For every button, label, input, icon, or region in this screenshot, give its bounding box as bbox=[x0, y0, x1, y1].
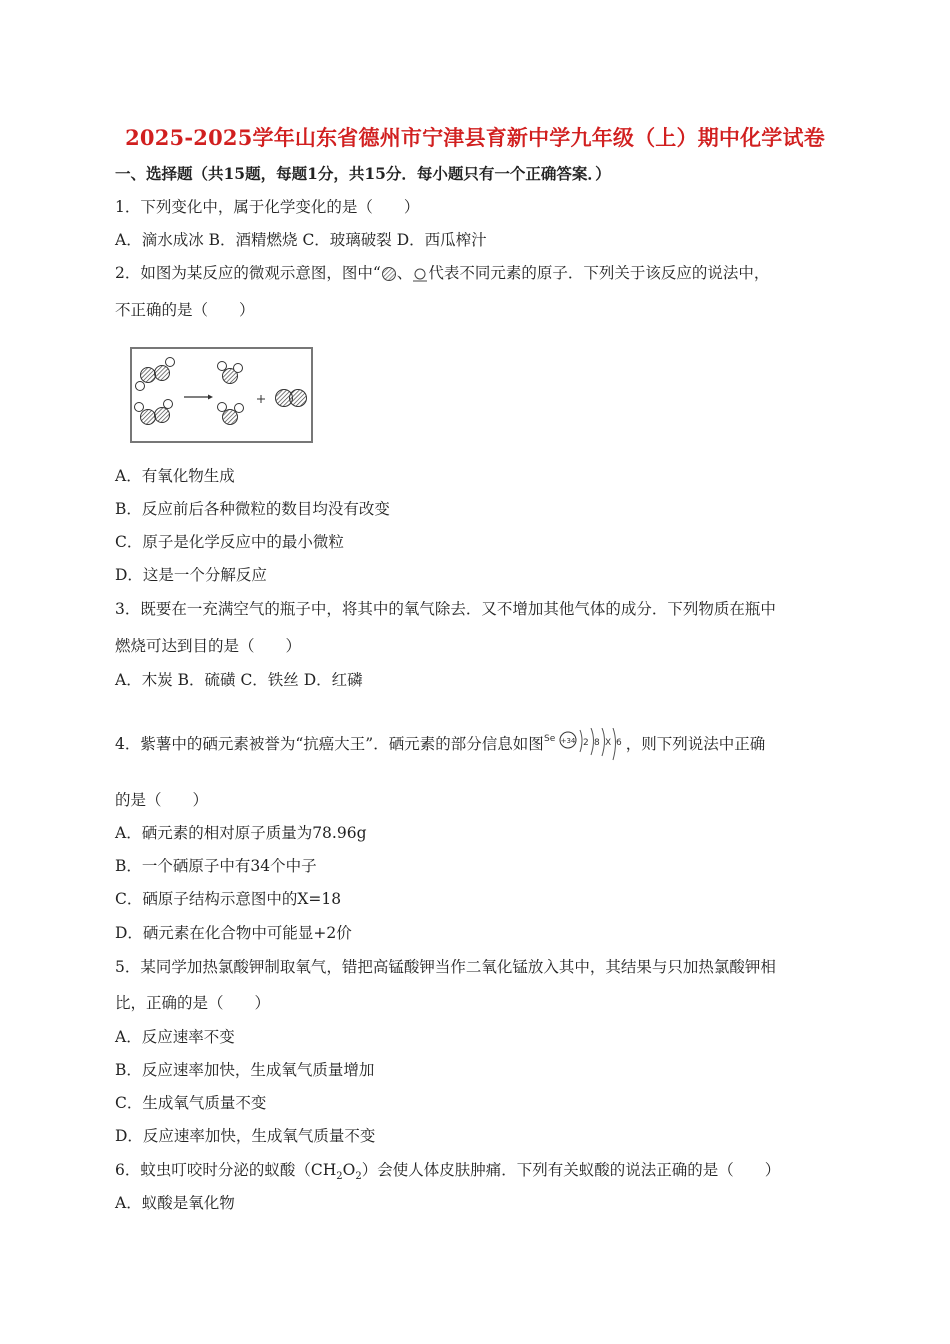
reactant-molecule-icon bbox=[135, 400, 173, 425]
se-shell-1: 2 bbox=[582, 738, 589, 748]
se-shell-4: 6 bbox=[615, 738, 622, 748]
question-4-option-c: C．硒原子结构示意图中的X=18 bbox=[115, 890, 342, 908]
reaction-diagram-svg bbox=[132, 349, 311, 441]
plus-icon bbox=[257, 395, 265, 403]
question-5-option-d: D．反应速率加快，生成氧气质量不变 bbox=[115, 1127, 376, 1145]
question-6-option-a: A．蚁酸是氧化物 bbox=[115, 1194, 235, 1212]
question-2-option-a: A．有氧化物生成 bbox=[115, 467, 235, 485]
formula-subscript: 2 bbox=[355, 1171, 362, 1183]
section-heading: 一、选择题（共15题，每题1分，共15分．每小题只有一个正确答案．） bbox=[115, 164, 611, 183]
reaction-arrow-icon bbox=[184, 395, 213, 400]
se-symbol: Se bbox=[543, 734, 555, 744]
question-4-stem-a: 4．紫薯中的硒元素被誉为“抗癌大王”．硒元素的部分信息如图 bbox=[115, 735, 544, 753]
shaded-atom-icon bbox=[381, 266, 397, 282]
question-6-stem-a: 6．蚊虫叮咬时分泌的蚁酸（CH bbox=[115, 1161, 337, 1179]
question-5-stem: 5．某同学加热氯酸钾制取氧气，错把高锰酸钾当作二氧化锰放入其中，其结果与只加热氯酸钾相 bbox=[115, 958, 776, 976]
question-4-option-d: D．硒元素在化合物中可能显+2价 bbox=[115, 924, 352, 942]
question-3-stem-cont: 燃烧可达到目的是（ ） bbox=[115, 637, 302, 655]
diatomic-molecule-icon bbox=[276, 390, 307, 407]
question-2-option-d: D．这是一个分解反应 bbox=[115, 566, 267, 584]
question-5-option-b: B．反应速率加快，生成氧气质量增加 bbox=[115, 1061, 375, 1079]
question-2-stem-b: 代表不同元素的原子．下列关于该反应的说法中， bbox=[428, 264, 770, 282]
question-4-stem-cont: 的是（ ） bbox=[115, 791, 209, 809]
question-6-stem-b: ）会使人体皮肤肿痛．下列有关蚁酸的说法正确的是（ ） bbox=[361, 1161, 781, 1179]
selenium-atom-structure-icon bbox=[544, 728, 626, 762]
question-4-option-a: A．硒元素的相对原子质量为78.96g bbox=[115, 824, 367, 842]
question-2-stem-cont: 不正确的是（ ） bbox=[115, 301, 255, 319]
formula-oxygen: O bbox=[342, 1161, 356, 1179]
formula-subscript: 2 bbox=[336, 1171, 343, 1183]
se-shell-2: 8 bbox=[593, 738, 600, 748]
product-molecule-icon bbox=[218, 362, 243, 384]
open-atom-icon bbox=[412, 266, 428, 282]
question-2-stem-a: 2．如图为某反应的微观示意图，图中“ bbox=[115, 264, 381, 282]
question-3-stem: 3．既要在一充满空气的瓶子中，将其中的氧气除去．又不增加其他气体的成分．下列物质在瓶中 bbox=[115, 600, 776, 618]
question-5-stem-cont: 比，正确的是（ ） bbox=[115, 994, 271, 1012]
question-4-stem-b: ，则下列说法中正确 bbox=[625, 735, 766, 753]
se-nucleus-charge: +34 bbox=[560, 737, 576, 745]
question-3-options: A．木炭 B．硫磺 C．铁丝 D．红磷 bbox=[115, 671, 363, 689]
question-6-stem bbox=[115, 1160, 780, 1187]
question-1-options: A．滴水成冰 B．酒精燃烧 C．玻璃破裂 D．西瓜榨汁 bbox=[115, 231, 487, 249]
question-5-option-a: A．反应速率不变 bbox=[115, 1028, 235, 1046]
se-shell-3: X bbox=[604, 738, 611, 748]
question-4-stem bbox=[115, 728, 765, 762]
reactant-molecule-icon bbox=[136, 358, 175, 391]
question-2-stem-sep: 、 bbox=[396, 264, 413, 282]
question-2-stem bbox=[115, 263, 769, 283]
question-2-option-b: B．反应前后各种微粒的数目均没有改变 bbox=[115, 500, 390, 518]
question-1-stem: 1．下列变化中，属于化学变化的是（ ） bbox=[115, 198, 420, 216]
question-5-option-c: C．生成氧气质量不变 bbox=[115, 1094, 267, 1112]
question-4-option-b: B．一个硒原子中有34个中子 bbox=[115, 857, 317, 875]
product-molecule-icon bbox=[218, 403, 244, 425]
question-2-option-c: C．原子是化学反应中的最小微粒 bbox=[115, 533, 344, 551]
page-title: 2025-2025学年山东省德州市宁津县育新中学九年级（上）期中化学试卷 bbox=[125, 125, 825, 150]
reaction-diagram bbox=[130, 347, 313, 443]
